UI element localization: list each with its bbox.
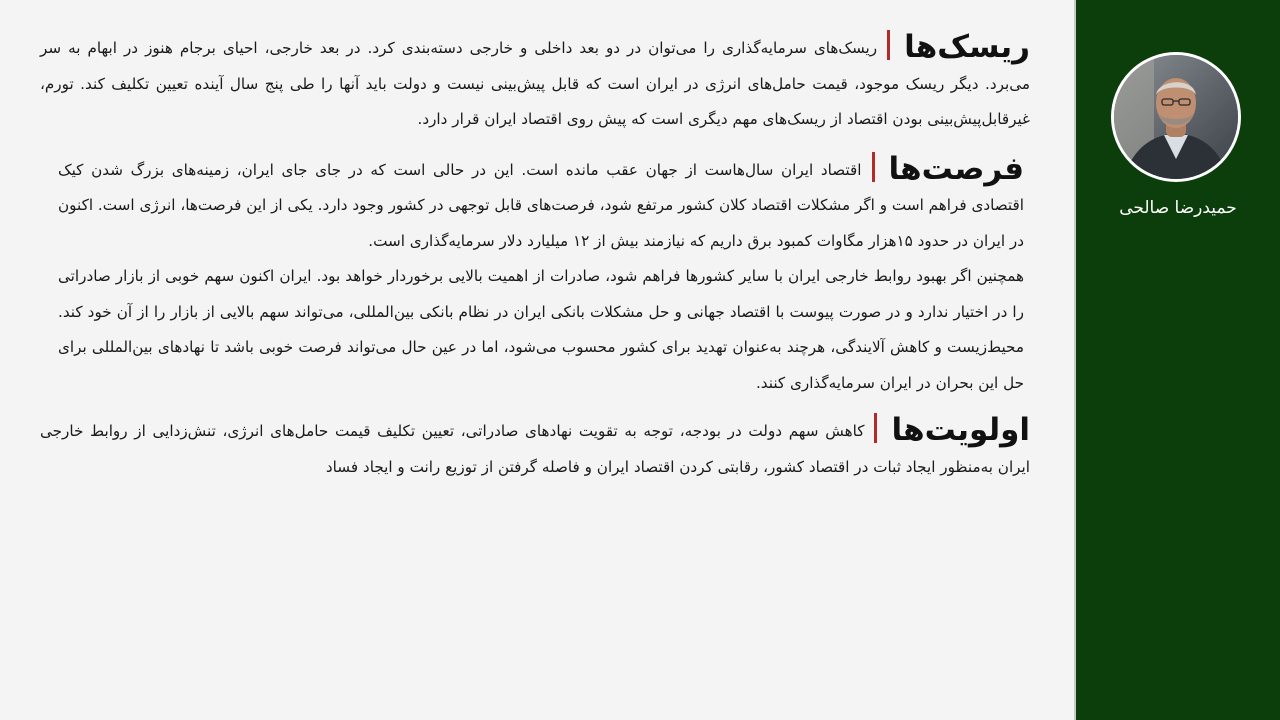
section-risks (40, 30, 1030, 138)
person-photo-icon (1114, 55, 1238, 179)
section-opportunities (40, 152, 1030, 402)
author-name: حمیدرضا صالحی (1119, 198, 1237, 218)
section-heading-priorities: اولویت‌ها (891, 412, 1030, 448)
section-priorities (40, 413, 1030, 485)
section-heading-risks: ریسک‌ها (904, 29, 1030, 65)
section-text-priorities: کاهش سهم دولت در بودجه، توجه به تقویت نهادهای صادراتی، تعیین تکلیف قیمت حامل‌های انرژی، تنش‌زدایی از روابط خارجی ایران به‌منظور ایجاد ثبات در اقتصاد کشور، رقابتی کردن اقتصاد ایران و فاصله گرفتن از توزیع رانت و ایجاد فساد (40, 422, 1030, 476)
heading-divider (887, 30, 890, 60)
heading-divider (872, 152, 875, 182)
section-heading-opportunities: فرصت‌ها (888, 150, 1024, 187)
author-sidebar (1074, 0, 1280, 720)
section-text-opportunities: اقتصاد ایران سال‌هاست از جهان عقب مانده است. این در حالی است که در جای جای ایران، زمینه‌های بزرگ شدن کیک اقتصادی فراهم است و اگر مشکلات اقتصاد کلان کشور مرتفع شود، فرصت‌های قابل توجهی در کشور وجود دارد. یکی از این فرصت‌ها، انرژی است. اکنون در ایران در حدود ۱۵هزار مگاوات کمبود برق داریم که نیازمند بیش از ۱۲ میلیارد دلار سرمایه‌گذاری است. (58, 160, 1024, 250)
heading-divider (874, 413, 877, 443)
section-extra-opportunities: همچنین اگر بهبود روابط خارجی ایران با سایر کشورها فراهم شود، صادرات از اهمیت بالایی برخوردار خواهد بود. ایران اکنون سهم خوبی از بازار صادراتی را در اختیار ندارد و در صورت پیوست با اقتصاد جهانی و حل مشکلات بانکی ایران در نظام بانکی بین‌المللی، می‌تواند سهم بالایی از بازار را از آن خود کند. محیط‌زیست و کاهش آلایندگی، هرچند به‌عنوان تهدید برای کشور محسوب می‌شود، اما در عین حال می‌تواند فرصت خوبی باشد تا نهادهای بین‌المللی برای حل این بحران در ایران سرمایه‌گذاری کنند. (58, 267, 1024, 392)
section-text-risks: ریسک‌های سرمایه‌گذاری را می‌توان در دو بعد داخلی و خارجی دسته‌بندی کرد. در بعد خارجی، احیای برجام هنوز در ابهام به سر می‌برد. دیگر ریسک موجود، قیمت حامل‌های انرژی در ایران است که قابل پیش‌بینی نیست و دولت باید آنها را طی پنج سال آینده تعیین تکلیف کند. تورم، غیرقابل‌پیش‌بینی بودن اقتصاد از ریسک‌های مهم دیگری است که پیش روی اقتصاد ایران قرار دارد. (40, 39, 1030, 128)
article-content (40, 30, 1030, 710)
avatar (1111, 52, 1241, 182)
